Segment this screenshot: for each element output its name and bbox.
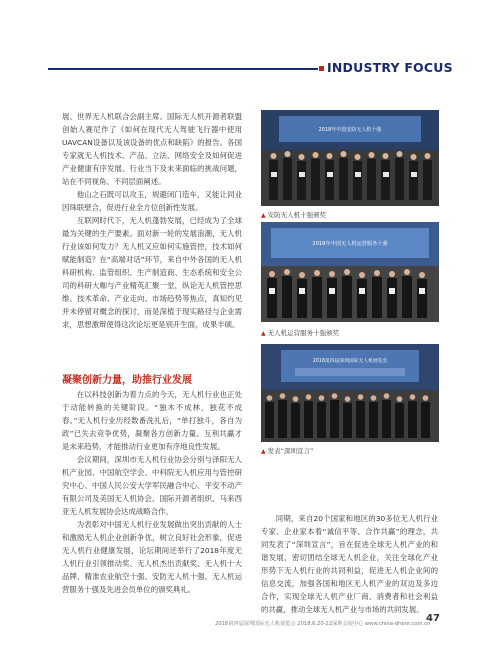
photo-caption bbox=[261, 446, 313, 455]
photo-shenzhen-declaration bbox=[261, 344, 439, 442]
paragraph: 他山之石既可以攻玉，规避闭门造车，又能让同业因珠联壁合，促进行业全方位创新性发展。 bbox=[62, 190, 242, 212]
caption-text: 安防无人机十强颁奖 bbox=[267, 211, 327, 219]
left-column bbox=[62, 110, 242, 331]
left-column-lower bbox=[62, 388, 242, 596]
paragraph: 为表彰对中国无人机行业发展做出突出贡献的人士和激励无人机企业创新争优，树立良好社会形象，促进无人机行业健康发展，论坛期间还举行了2018年度无人机行业引领推动奖、无人机杰出贡献奖、无人机十大品牌、精准农业航空十强、安防无人机十强、无人机运营服务十强及先进会员单位的颁奖典礼。 bbox=[62, 520, 242, 594]
photo-banner-text: 2018第四届深圳国际无人机展览会 bbox=[312, 359, 388, 364]
paragraph: 互联网时代下，无人机蓬勃发展，已经成为了全球最为关键的生产要素。面对新一轮的发展浪潮，无人机行业该如何发力？无人机又应如何实施管控，技术如何赋能制造？在“高端对话”环节，来自中外各国的无人机科研机构、监管组织、生产制造商、生态系统和安全公司的科研大咖与产业精英汇聚一堂，纵论无人机管控思维、技术革命、产业走向、市场趋势等焦点，真知灼见并未停留对概念的探讨，而是深植于现实路径与企业需求，思想激辩使得这次论坛更是别开生面，成果丰硕。 bbox=[62, 216, 242, 329]
section-heading: 凝聚创新力量，助推行业发展 bbox=[62, 375, 192, 386]
caption-text: 发表“深圳宣言” bbox=[267, 447, 314, 455]
photo-banner-text: 2018年中国无人机运营服务十强 bbox=[312, 241, 388, 247]
section-header-title: INDUSTRY FOCUS bbox=[327, 60, 453, 75]
paragraph: 在以科技创新为着力点的今天，无人机行业也正处于动能转换的关键阶段。“独木不成林，独花不成春。”无人机行业历经数番洗礼后，“单打独斗，各自为政”已失去竞争优势，凝聚各方创新力量、互利共赢才是未来趋势，才能推动行业更加有序地良性发展。 bbox=[62, 390, 242, 451]
paragraph: 会议期间，深圳市无人机行业协会分别与泽阳无人机产业园、中国航空学会、中科院无人机应用与管控研究中心、中国人民公安大学军民融合中心、平安不动产有限公司及美国无人机协会、国际开源者组织、马来西亚无人机发展协会达成战略合作。 bbox=[62, 455, 242, 516]
photo-banner-text: 2018年中国安防无人机十强 bbox=[318, 127, 382, 133]
photo-caption bbox=[261, 210, 326, 219]
award-photo-security-drones bbox=[261, 110, 439, 206]
paragraph: 展、世界无人机联合会副主席、国际无人机开源者联盟创始人赛尼作了《如何在现代无人驾驶飞行器中使用UAVCAN设备以及该设备的优点和缺陷》的报告。各国专家就无人机技术、产品、立法、网络安全及如何促进产业健康有序发展、行业当下及未来面临的挑战问题，站在不同视角、不同层面阐述。 bbox=[62, 112, 242, 186]
page-footer: 2018第四届深圳国际无人机展览会 2018.6.20-22深圳会展中心 www.china-drone.com.cn bbox=[215, 621, 431, 627]
paragraph: 同期，来自20个国家和地区的30多位无人机行业专家、企业家本着“诚信平等、合作共赢”的理念，共同发表了“深圳宣言”，旨在促进全球无人机产业的和谐发展，密切团结全球无人机企业，关注全球化产业形势下无人机行业的共同利益，促进无人机企业间的信息交流，加强各国和地区无人机产业的双边及多边合作，实现全球无人机产业厂商、消费者和社会利益的共赢，推动全球无人机产业与市场的共同发展。 bbox=[261, 514, 438, 614]
caption-triangle-icon: ▲ bbox=[261, 212, 266, 219]
page-number: 47 bbox=[426, 613, 440, 624]
award-photo-operation-services bbox=[261, 222, 439, 322]
caption-text: 无人机运营服务十强颁奖 bbox=[267, 329, 340, 337]
header-rule bbox=[48, 68, 318, 70]
caption-triangle-icon: ▲ bbox=[261, 448, 266, 455]
photo-caption bbox=[261, 328, 339, 337]
right-column bbox=[261, 512, 438, 616]
header-marker bbox=[319, 66, 324, 71]
caption-triangle-icon: ▲ bbox=[261, 330, 266, 337]
